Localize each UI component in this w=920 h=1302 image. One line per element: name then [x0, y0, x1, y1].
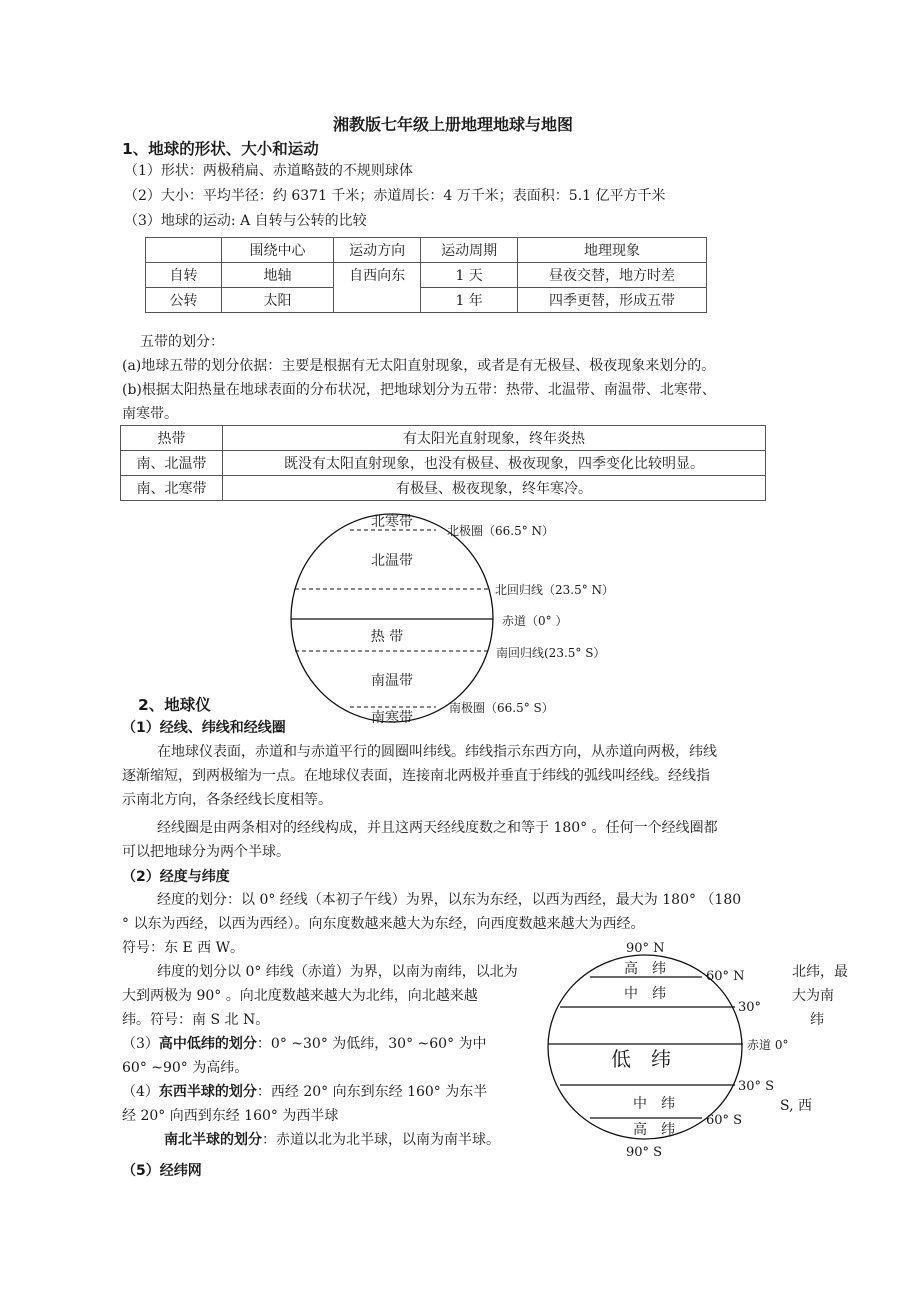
subsection-4-label: （4）: [122, 1084, 159, 1100]
table-cell: 既没有太阳直射现象，也没有极昼、极夜现象，四季变化比较明显。: [223, 451, 766, 476]
band-label: 高 纬: [624, 961, 666, 977]
document-title: 湘教版七年级上册地理地球与地图: [333, 115, 574, 134]
paragraph-line: 60° ~90° 为高纬。: [122, 1060, 249, 1076]
paragraph-line-tail: 北纬，最: [792, 964, 848, 980]
hemisphere-ns-line: [164, 1130, 500, 1150]
lat-label-30s: 30° S: [738, 1079, 775, 1094]
table-cell: 1 年: [421, 288, 518, 313]
zone-label: 热 带: [370, 629, 404, 645]
paragraph-line: 可以把地球分为两个半球。: [122, 844, 290, 860]
line-label: 赤道（0° ）: [502, 614, 568, 628]
table-cell: 昼夜交替，地方时差: [517, 263, 706, 288]
paragraph-line: 示南北方向，各条经线长度相等。: [122, 792, 332, 808]
subsection-3: [122, 1034, 487, 1054]
band-label: 低 纬: [611, 1047, 671, 1071]
motion-line: （3）地球的运动: A 自转与公转的比较: [124, 213, 367, 229]
table-header-cell: 运动方向: [334, 238, 421, 263]
paragraph-line: 经 20° 向西到东经 160° 为西半球: [122, 1108, 339, 1124]
subsection-4-heading: 东西半球的划分: [158, 1084, 257, 1100]
paragraph-line: 在地球仪表面，赤道和与赤道平行的圆圈叫纬线。纬线指示东西方向，从赤道向两极，纬线: [157, 744, 717, 760]
subsection-3-label: （3）: [122, 1036, 159, 1052]
paragraph-line-tail: S, 西: [780, 1098, 812, 1114]
table-cell: 太阳: [222, 288, 334, 313]
section-1-heading: 1、地球的形状、大小和运动: [122, 140, 319, 158]
table-cell: 公转: [146, 288, 222, 313]
subsection-1-heading: （1）经线、纬线和经线圈: [122, 720, 286, 736]
globe-outline: [291, 514, 493, 722]
zones-division-text-cont: 南寒带。: [122, 406, 178, 422]
subsection-5-heading: （5）经纬网: [122, 1163, 202, 1179]
zones-division-text: (b)根据太阳热量在地球表面的分布状况，把地球划分为五带：热带、北温带、南温带、北寒带、: [122, 382, 716, 398]
table-cell: 南、北寒带: [121, 476, 223, 501]
table-header-cell: 地理现象: [517, 238, 706, 263]
table-header-cell: 运动周期: [421, 238, 518, 263]
line-label: 北极圈（66.5° N）: [447, 524, 555, 538]
paragraph-line: ° 以东为西经，以西为西经）。向东度数越来越大为东经，向西度数越来越大为西经。: [122, 916, 645, 932]
subsection-4: [122, 1082, 487, 1102]
subsection-2-heading: （2）经度与纬度: [122, 869, 230, 885]
zone-label: 北温带: [371, 553, 413, 569]
table-cell: 地轴: [222, 263, 334, 288]
subsection-4-text: ：西经 20° 向东到东经 160° 为东半: [256, 1084, 488, 1100]
table-cell: 四季更替，形成五带: [517, 288, 706, 313]
zone-label: 北寒带: [371, 514, 413, 530]
paragraph-line: 纬度的划分以 0° 纬线（赤道）为界，以南为南纬，以北为: [157, 964, 518, 980]
section-2-heading: 2、地球仪: [138, 696, 211, 714]
zones-intro: 五带的划分：: [140, 334, 224, 350]
table-cell: 1 天: [421, 263, 518, 288]
table-cell: 自转: [146, 263, 222, 288]
hemisphere-ns-text: ：赤道以北为北半球，以南为南半球。: [262, 1132, 500, 1148]
paragraph-line: 大到两极为 90° 。向北度数越来越大为北纬，向北越来越: [122, 988, 478, 1004]
subsection-3-heading: 高中低纬的划分: [158, 1036, 257, 1052]
zone-label: 南寒带: [371, 710, 413, 726]
table-cell: 自西向东: [334, 263, 421, 313]
table-cell: 有极昼、极夜现象，终年寒冷。: [223, 476, 766, 501]
table-cell: 热带: [121, 426, 223, 451]
lat-label-30n: 30°: [738, 1000, 762, 1015]
line-label: 北回归线（23.5° N）: [495, 583, 615, 597]
zones-basis-text: (a)地球五带的划分依据：主要是根据有无太阳直射现象，或者是有无极昼、极夜现象来划分的。: [122, 358, 716, 374]
lat-label-equator: 赤道 0°: [747, 1038, 789, 1052]
zone-label: 南温带: [371, 673, 413, 689]
paragraph-line: 逐渐缩短，到两极缩为一点。在地球仪表面，连接南北两极并垂直于纬线的弧线叫经线。经线指: [122, 768, 710, 784]
paragraph-line: 纬。符号：南 S 北 N。: [122, 1012, 270, 1028]
table-cell: 南、北温带: [121, 451, 223, 476]
line-label: 南极圈（66.5° S）: [449, 701, 554, 715]
hemisphere-ns-heading: 南北半球的划分: [164, 1132, 262, 1148]
paragraph-line: 经度的划分：以 0° 经线（本初子午线）为界，以东为东经，以西为西经，最大为 180° （180: [157, 892, 742, 908]
paragraph-line: 经线圈是由两条相对的经线构成，并且这两天经线度数之和等于 180° 。任何一个经线圈都: [157, 820, 718, 836]
lat-label-90s: 90° S: [626, 1145, 663, 1160]
lat-label-90n: 90° N: [626, 941, 665, 956]
table-cell: 有太阳光直射现象，终年炎热: [223, 426, 766, 451]
paragraph-line-tail: 大为南: [792, 988, 834, 1004]
line-label: 南回归线(23.5° S）: [496, 646, 606, 660]
paragraph-line: 符号：东 E 西 W。: [122, 940, 244, 956]
subsection-3-text: ：0° ~30° 为低纬，30° ~60° 为中: [256, 1036, 487, 1052]
band-label: 高 纬: [633, 1122, 675, 1138]
paragraph-line-tail: 纬: [810, 1012, 824, 1028]
shape-line: （1）形状：两极稍扁、赤道略鼓的不规则球体: [124, 163, 413, 179]
lat-label-60s: 60° S: [706, 1113, 743, 1128]
band-label: 中 纬: [633, 1096, 675, 1112]
lat-label-60n: 60° N: [706, 969, 745, 984]
band-label: 中 纬: [624, 986, 666, 1002]
table-header-cell: 围绕中心: [222, 238, 334, 263]
size-line: （2）大小：平均半径：约 6371 千米；赤道周长：4 万千米；表面积：5.1 亿平方千米: [124, 188, 666, 204]
